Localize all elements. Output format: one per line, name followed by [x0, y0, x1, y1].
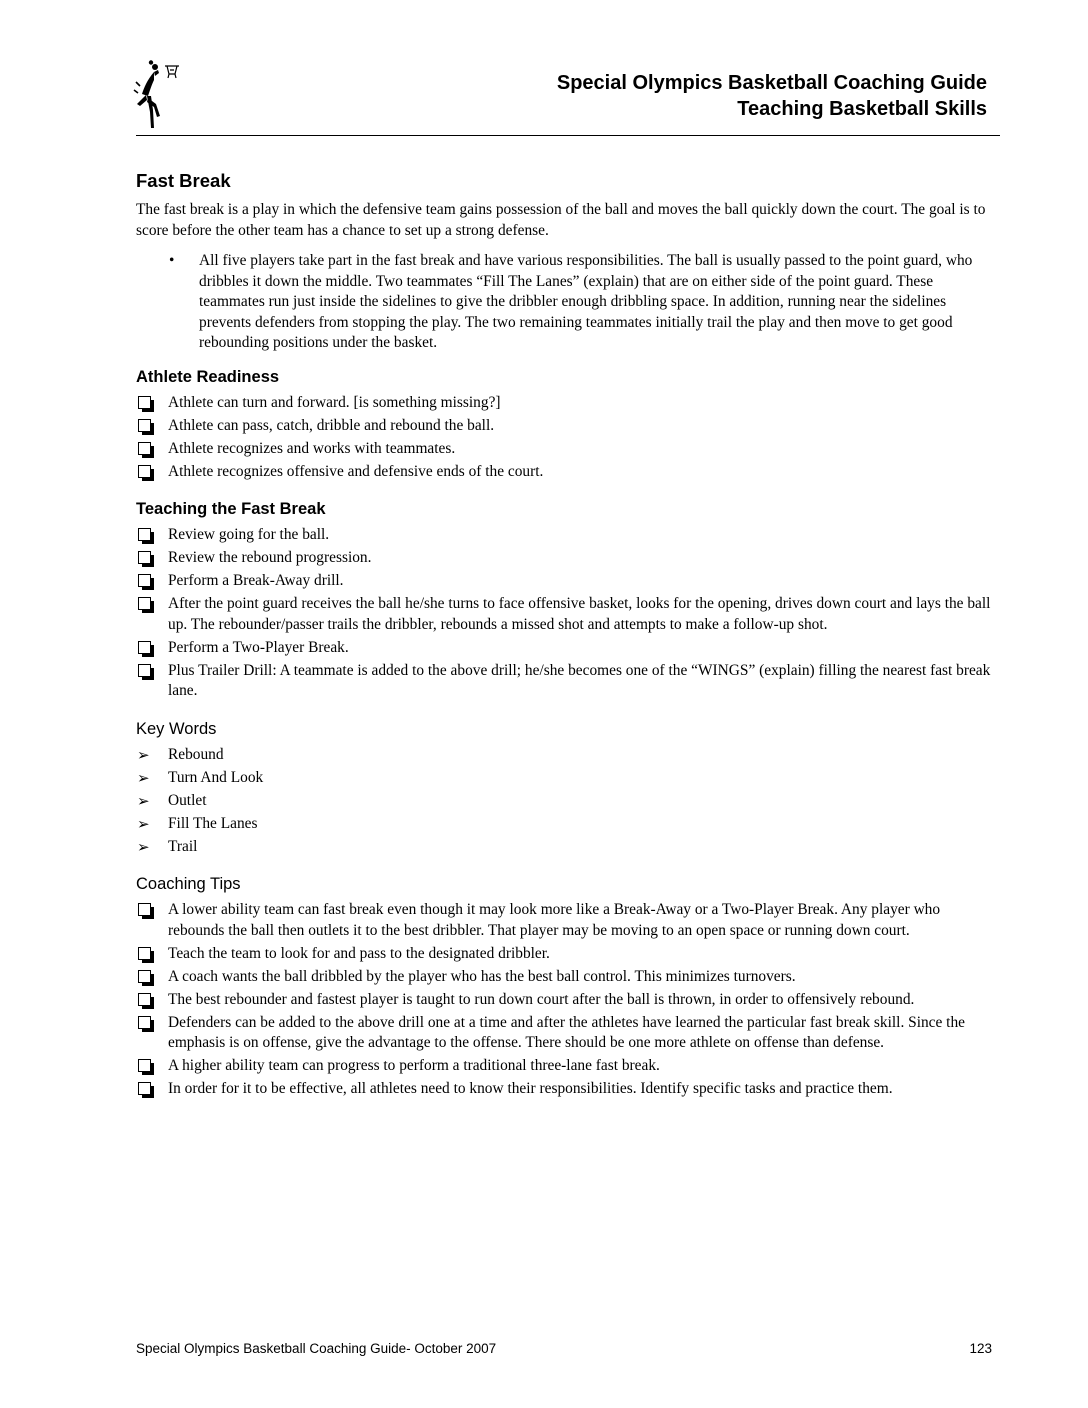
checkbox-icon [138, 597, 151, 610]
list-item [136, 525, 994, 546]
list-item [136, 571, 994, 592]
list-item [136, 944, 994, 965]
list-item-text: Fill The Lanes [168, 814, 258, 832]
checkbox-icon [138, 1059, 151, 1072]
list-item-text: Athlete can pass, catch, dribble and rebound the ball. [168, 416, 495, 434]
list-item-text: Perform a Break-Away drill. [168, 572, 344, 589]
list-item [136, 814, 994, 835]
coaching-tips-heading: Coaching Tips [136, 875, 241, 893]
teaching-list [136, 525, 994, 702]
list-item [136, 548, 994, 569]
intro-paragraph: The fast break is a play in which the defensive team gains possession of the ball and moves the ball quickly down the court. The goal is to score before the other team has a chance to set up a strong defense. [136, 201, 986, 239]
list-item-text: A lower ability team can fast break even though it may look more like a Break-Away or a Two-Player Break. Any player who rebounds the ball then outlets it to the best dribbler. That player may be moving to an open space or running down court. [168, 901, 941, 939]
bullet-icon: • [169, 252, 175, 269]
header-title-line2: Teaching Basketball Skills [737, 98, 987, 120]
checkbox-icon [138, 396, 151, 409]
list-item-text: A coach wants the ball dribbled by the player who has the best ball control. This minimizes turnovers. [168, 967, 796, 985]
list-item [136, 462, 994, 483]
list-item-text: Athlete can turn and forward. [is something missing?] [168, 393, 501, 411]
list-item-text: Plus Trailer Drill: A teammate is added to the above drill; he/she becomes one of the “WINGS” (explain) filling the nearest fast break lane. [168, 661, 991, 699]
checkbox-icon [138, 551, 151, 564]
list-item-text: Perform a Two-Player Break. [168, 638, 349, 656]
page-footer [136, 1341, 992, 1356]
list-item [136, 661, 994, 702]
list-item [136, 967, 994, 988]
list-item [136, 393, 994, 414]
checkbox-icon [138, 993, 151, 1006]
checkbox-icon [138, 970, 151, 983]
list-item-text: Turn And Look [168, 768, 264, 786]
coaching-tips-list [136, 900, 994, 1100]
list-item [136, 1056, 994, 1077]
checkbox-icon [138, 1082, 151, 1095]
list-item [136, 1013, 994, 1054]
arrow-bullet-icon: ➢ [137, 837, 150, 856]
list-item [136, 439, 994, 460]
arrow-bullet-icon: ➢ [137, 791, 150, 810]
footer-text: Special Olympics Basketball Coaching Guide- October 2007 [136, 1341, 497, 1356]
checkbox-icon [138, 419, 151, 432]
list-item-text: Athlete recognizes and works with teammates. [168, 439, 456, 457]
list-item-text: Outlet [168, 791, 207, 809]
key-words-list [136, 745, 994, 858]
checkbox-icon [138, 442, 151, 455]
checkbox-icon [138, 947, 151, 960]
arrow-bullet-icon: ➢ [137, 768, 150, 787]
list-item-text: In order for it to be effective, all athletes need to know their responsibilities. Identify specific tasks and practice them. [168, 1080, 893, 1097]
athlete-readiness-list [136, 393, 994, 483]
list-item-text: Athlete recognizes offensive and defensive ends of the court. [168, 462, 544, 480]
list-item-text: After the point guard receives the ball he/she turns to face offensive basket, looks for the opening, drives down court and lays the ball up. The rebounder/passer trails the dribbler, rebounds a missed shot and attempts to make a follow-up shot. [168, 595, 991, 633]
list-item [136, 638, 994, 659]
arrow-bullet-icon: ➢ [137, 745, 150, 764]
list-item-text: Teach the team to look for and pass to the designated dribbler. [168, 944, 550, 962]
list-item-text: The best rebounder and fastest player is taught to run down court after the ball is thrown, in order to offensively rebound. [168, 990, 915, 1008]
list-item-text: A higher ability team can progress to perform a traditional three-lane fast break. [168, 1057, 660, 1074]
list-item-text: Rebound [168, 745, 224, 763]
list-item [136, 1079, 994, 1100]
header-divider [136, 135, 1000, 136]
list-item [136, 594, 994, 635]
list-item [136, 745, 994, 766]
checkbox-icon [138, 574, 151, 587]
list-item [136, 791, 994, 812]
bullet-paragraph [136, 251, 994, 354]
checkbox-icon [138, 1016, 151, 1029]
checkbox-icon [138, 528, 151, 541]
list-item-text: Review going for the ball. [168, 526, 330, 543]
key-words-heading: Key Words [136, 719, 217, 738]
bullet-text: All five players take part in the fast break and have various responsibilities. The ball is usually passed to the point guard, who dribbles it down the middle. Two teammates “Fill The Lanes” (explain) that are on either side of the point guard. These teammates run just inside the sidelines to give the dribbler enough dribbling space. In addition, running near the sidelines prevents defenders from stopping the play. The two remaining teammates initially trail the play and then move to get good rebounding positions under the basket. [199, 252, 973, 351]
page-number: 123 [969, 1341, 992, 1356]
list-item-text: Trail [168, 837, 198, 855]
list-item-text: Review the rebound progression. [168, 549, 372, 566]
arrow-bullet-icon: ➢ [137, 814, 150, 833]
list-item-text: Defenders can be added to the above drill one at a time and after the athletes have learned the particular fast break skill. Since the emphasis is on offense, give the advantage to the offense. There should be one more athlete on offense than defense. [168, 1013, 965, 1051]
list-item [136, 990, 994, 1011]
teaching-heading: Teaching the Fast Break [136, 500, 326, 518]
header-title-line1: Special Olympics Basketball Coaching Guide [556, 72, 987, 94]
list-item [136, 900, 994, 941]
checkbox-icon [138, 903, 151, 916]
section-title: Fast Break [136, 170, 231, 191]
list-item [136, 768, 994, 789]
checkbox-icon [138, 664, 151, 677]
checkbox-icon [138, 465, 151, 478]
main-content [136, 168, 994, 1102]
checkbox-icon [138, 641, 151, 654]
list-item [136, 837, 994, 858]
athlete-readiness-heading: Athlete Readiness [136, 367, 280, 386]
page-header [557, 70, 987, 122]
list-item [136, 416, 994, 437]
basketball-player-icon [132, 60, 182, 130]
